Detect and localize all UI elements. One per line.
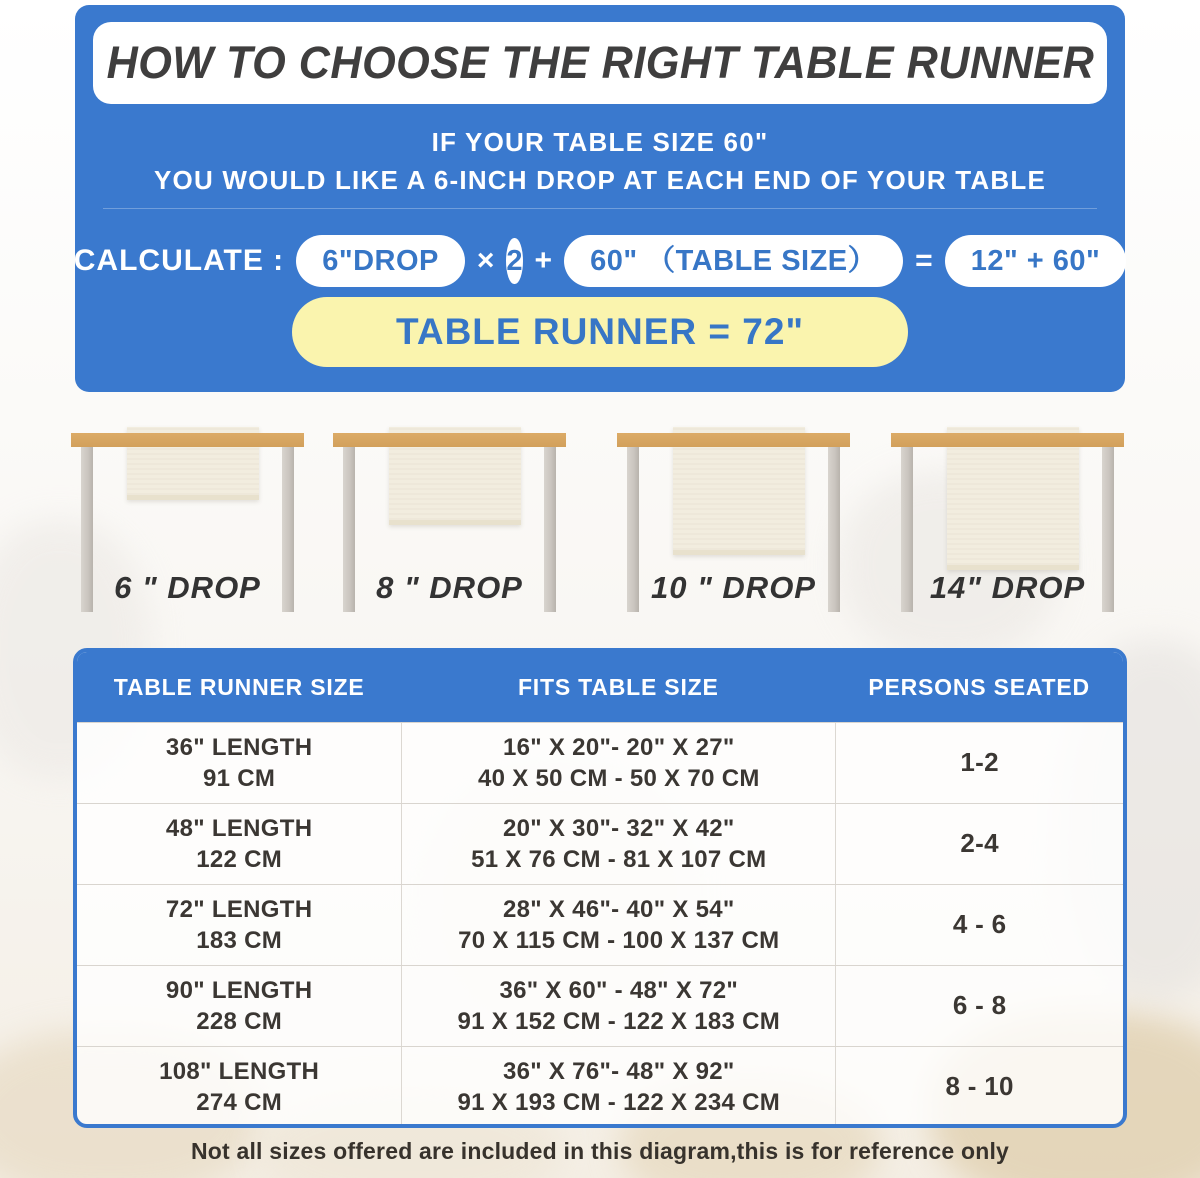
persons-seated-cell: 4 - 6 — [835, 885, 1123, 965]
fits-size-cm: 40 X 50 CM - 50 X 70 CM — [477, 765, 760, 792]
runner-size-inches: 36" LENGTH — [165, 733, 313, 761]
table-row — [77, 803, 1123, 884]
column-header-runner-size: TABLE RUNNER SIZE — [113, 673, 365, 700]
runner-size-inches: 48" LENGTH — [165, 814, 313, 842]
column-header-persons-seated: PERSONS SEATED — [868, 673, 1090, 700]
runner-size-cell — [77, 885, 401, 965]
persons-seated-cell: 6 - 8 — [835, 966, 1123, 1046]
table-figure-8-inch-drop — [333, 392, 566, 648]
equals-sign: = — [915, 244, 933, 277]
persons-seated-cell: 8 - 10 — [835, 1047, 1123, 1127]
table-size-pill: 60" （TABLE SIZE） — [564, 235, 903, 287]
sum-pill: 12" + 60" — [945, 235, 1127, 287]
runner-size-cell — [77, 966, 401, 1046]
runner-size-cm: 91 CM — [203, 765, 276, 792]
plus-sign: + — [534, 244, 553, 277]
runner-size-inches: 108" LENGTH — [159, 1057, 320, 1085]
drop-illustrations — [0, 392, 1200, 648]
fits-size-cm: 51 X 76 CM - 81 X 107 CM — [471, 846, 767, 873]
fits-size-cm: 91 X 193 CM - 122 X 234 CM — [457, 1089, 781, 1116]
fits-size-cell — [401, 804, 835, 884]
subtitle-line-1: IF YOUR TABLE SIZE 60" — [431, 127, 769, 157]
runner-result-pill: TABLE RUNNER = 72" — [292, 297, 908, 367]
size-chart-panel — [73, 648, 1127, 1128]
disclaimer-note: Not all sizes offered are included in this diagram,this is for reference only — [190, 1138, 1010, 1164]
table-row — [77, 965, 1123, 1046]
fits-size-inches: 16" X 20"- 20" X 27" — [502, 733, 735, 761]
fits-size-cm: 91 X 152 CM - 122 X 183 CM — [457, 1008, 781, 1035]
runner-size-cm: 183 CM — [196, 927, 283, 954]
tabletop — [891, 433, 1124, 447]
column-header-fits-table-size: FITS TABLE SIZE — [517, 673, 719, 700]
tabletop — [333, 433, 566, 447]
runner-size-inches: 72" LENGTH — [165, 895, 313, 923]
drop-label: 14" DROP — [929, 570, 1086, 605]
page-title: HOW TO CHOOSE THE RIGHT TABLE RUNNER — [106, 37, 1094, 88]
table-row — [77, 1046, 1123, 1127]
fits-size-cm: 70 X 115 CM - 100 X 137 CM — [458, 927, 780, 954]
fits-size-inches: 36" X 60" - 48" X 72" — [499, 976, 739, 1004]
persons-seated-cell: 1-2 — [835, 723, 1123, 803]
runner-cloth — [947, 427, 1079, 570]
subtitle-line-2: YOU WOULD LIKE A 6-INCH DROP AT EACH END OF YOUR TABLE — [153, 165, 1046, 195]
fits-size-inches: 20" X 30"- 32" X 42" — [502, 814, 735, 842]
runner-size-inches: 90" LENGTH — [165, 976, 313, 1004]
size-chart-header — [77, 652, 1123, 722]
title-banner — [93, 22, 1107, 104]
runner-size-cm: 274 CM — [196, 1089, 283, 1116]
tabletop — [617, 433, 850, 447]
table-figure-10-inch-drop — [617, 392, 850, 648]
table-row — [77, 884, 1123, 965]
drop-label: 10 " DROP — [651, 570, 816, 605]
runner-size-cell — [77, 723, 401, 803]
drop-value-pill: 6"DROP — [296, 235, 465, 287]
calculate-label: CALCULATE : — [73, 244, 285, 277]
fits-size-cell — [401, 1047, 835, 1127]
table-row — [77, 722, 1123, 803]
fits-size-inches: 36" X 76"- 48" X 92" — [502, 1057, 735, 1085]
fits-size-inches: 28" X 46"- 40" X 54" — [502, 895, 735, 923]
calculation-row — [75, 235, 1125, 287]
runner-size-cell — [77, 804, 401, 884]
header-card — [75, 5, 1125, 392]
multiply-sign: × — [476, 244, 495, 277]
fits-size-cell — [401, 723, 835, 803]
fits-size-cell — [401, 885, 835, 965]
table-figure-14-inch-drop — [891, 392, 1124, 648]
runner-size-cm: 228 CM — [196, 1008, 283, 1035]
persons-seated-cell: 2-4 — [835, 804, 1123, 884]
multiplier-circle: 2 — [506, 238, 522, 284]
drop-label: 8 " DROP — [376, 570, 523, 605]
runner-size-cell — [77, 1047, 401, 1127]
drop-label: 6 " DROP — [114, 570, 261, 605]
runner-size-cm: 122 CM — [196, 846, 283, 873]
header-divider — [103, 208, 1097, 209]
fits-size-cell — [401, 966, 835, 1046]
table-figure-6-inch-drop — [71, 392, 304, 648]
tabletop — [71, 433, 304, 447]
